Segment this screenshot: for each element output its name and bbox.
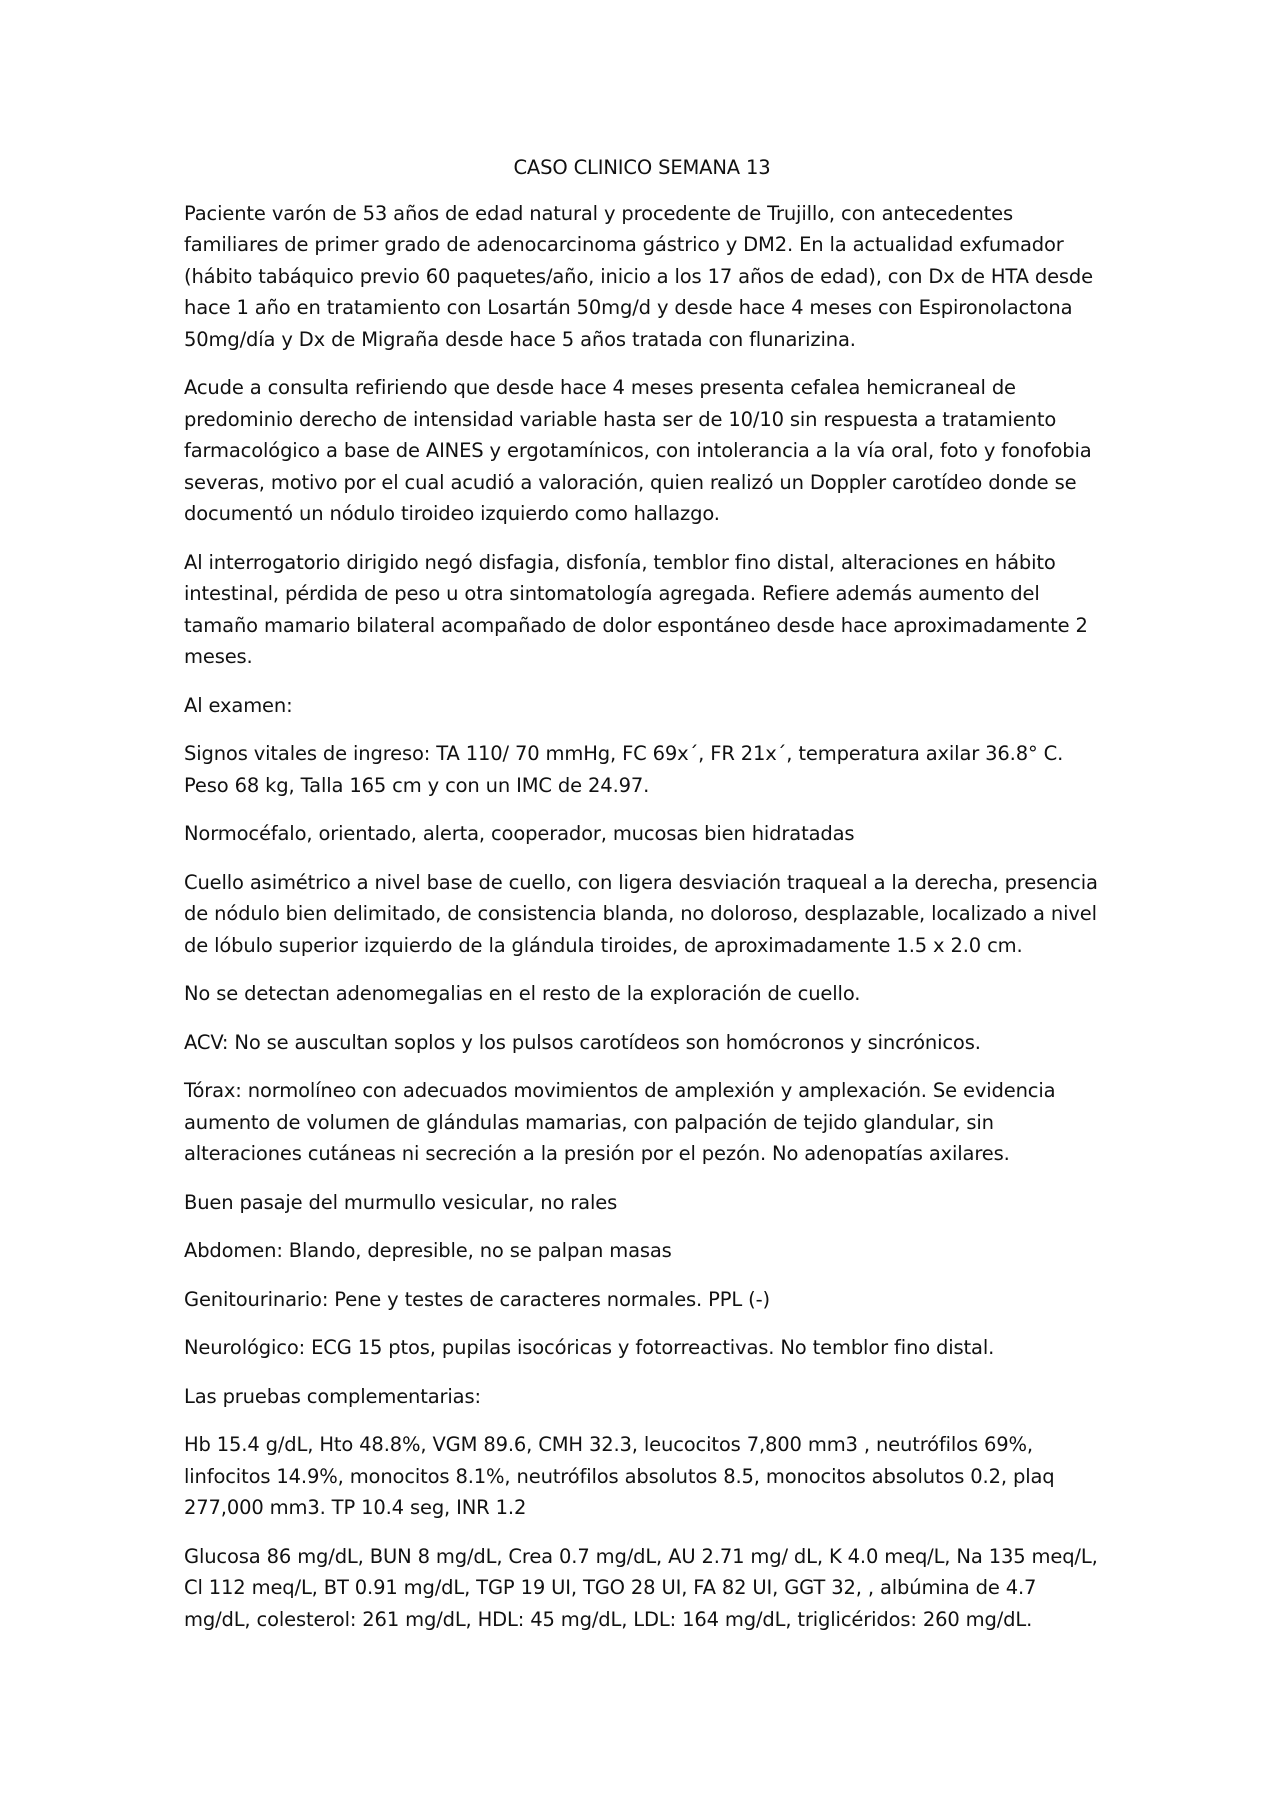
paragraph-chemistry: Glucosa 86 mg/dL, BUN 8 mg/dL, Crea 0.7 mg/dL, AU 2.71 mg/ dL, K 4.0 meq/L, Na 135 meq/L, Cl 112 meq/L, BT 0.91 mg/dL, TGP 19 UI, TGO 28 UI, FA 82 UI, GGT 32, , albúmina de 4.7 mg/dL, colesterol: 261 mg/dL, HDL: 45 mg/dL, LDL: 164 mg/dL, triglicéridos: 260 mg/dL.	[184, 1544, 1098, 1631]
paragraph-genitourinary: Genitourinario: Pene y testes de caracteres normales. PPL (-)	[184, 1287, 770, 1311]
document-body	[184, 152, 1100, 1652]
document-title: CASO CLINICO SEMANA 13	[513, 156, 771, 179]
paragraph-cardiovascular: ACV: No se auscultan soplos y los pulsos carotídeos son homócronos y sincrónicos.	[184, 1030, 981, 1054]
paragraph-tests-heading: Las pruebas complementarias:	[184, 1384, 481, 1408]
paragraph-neurological: Neurológico: ECG 15 ptos, pupilas isocóricas y fotorreactivas. No temblor fino distal.	[184, 1336, 995, 1359]
paragraph-blood-count: Hb 15.4 g/dL, Hto 48.8%, VGM 89.6, CMH 32.3, leucocitos 7,800 mm3 , neutrófilos 69%, linfocitos 14.9%, monocitos 8.1%, neutrófilos absolutos 8.5, monocitos absolutos 0.2, plaq 277,000 mm3. TP 10.4 seg, INR 1.2	[184, 1433, 1055, 1519]
paragraph-lungs: Buen pasaje del murmullo vesicular, no rales	[184, 1190, 618, 1214]
paragraph-neck-exam: Cuello asimétrico a nivel base de cuello, con ligera desviación traqueal a la derecha, presencia de nódulo bien delimitado, de consistencia blanda, no doloroso, desplazable, localizado a nivel de lóbulo superior izquierdo de la glándula tiroides, de aproximadamente 1.5 x 2.0 cm.	[184, 870, 1098, 957]
paragraph-abdomen: Abdomen: Blando, depresible, no se palpan masas	[184, 1239, 672, 1262]
paragraph-thorax: Tórax: normolíneo con adecuados movimientos de amplexión y amplexación. Se evidencia aumento de volumen de glándulas mamarias, con palpación de tejido glandular, sin alteraciones cutáneas ni secreción a la presión por el pezón. No adenopatías axilares.	[184, 1079, 1056, 1165]
paragraph-exam-heading: Al examen:	[184, 693, 293, 717]
paragraph-chief-complaint: Acude a consulta refiriendo que desde hace 4 meses presenta cefalea hemicraneal de predominio derecho de intensidad variable hasta ser de 10/10 sin respuesta a tratamiento farmacológico a base de AINES y ergotamínicos, con intolerancia a la vía oral, foto y fonofobia severas, motivo por el cual acudió a valoración, quien realizó un Doppler carotídeo donde se documentó un nódulo tiroideo izquierdo como hallazgo.	[184, 376, 1092, 525]
paragraph-vital-signs: Signos vitales de ingreso: TA 110/ 70 mmHg, FC 69x´, FR 21x´, temperatura axilar 36.8° C. Peso 68 kg, Talla 165 cm y con un IMC de 24.97.	[184, 742, 1064, 797]
paragraph-neck-lymph: No se detectan adenomegalias en el resto de la exploración de cuello.	[184, 982, 861, 1005]
paragraph-directed-interrogation: Al interrogatorio dirigido negó disfagia, disfonía, temblor fino distal, alteraciones en hábito intestinal, pérdida de peso u otra sintomatología agregada. Refiere además aumento del tamaño mamario bilateral acompañado de dolor espontáneo desde hace aproximadamente 2 meses.	[184, 550, 1088, 668]
paragraph-general-appearance: Normocéfalo, orientado, alerta, cooperador, mucosas bien hidratadas	[184, 822, 855, 845]
paragraph-patient-history: Paciente varón de 53 años de edad natural y procedente de Trujillo, con antecedentes familiares de primer grado de adenocarcinoma gástrico y DM2. En la actualidad exfumador (hábito tabáquico previo 60 paquetes/año, inicio a los 17 años de edad), con Dx de HTA desde hace 1 año en tratamiento con Losartán 50mg/d y desde hace 4 meses con Espironolactona 50mg/día y Dx de Migraña desde hace 5 años tratada con flunarizina.	[184, 201, 1093, 351]
